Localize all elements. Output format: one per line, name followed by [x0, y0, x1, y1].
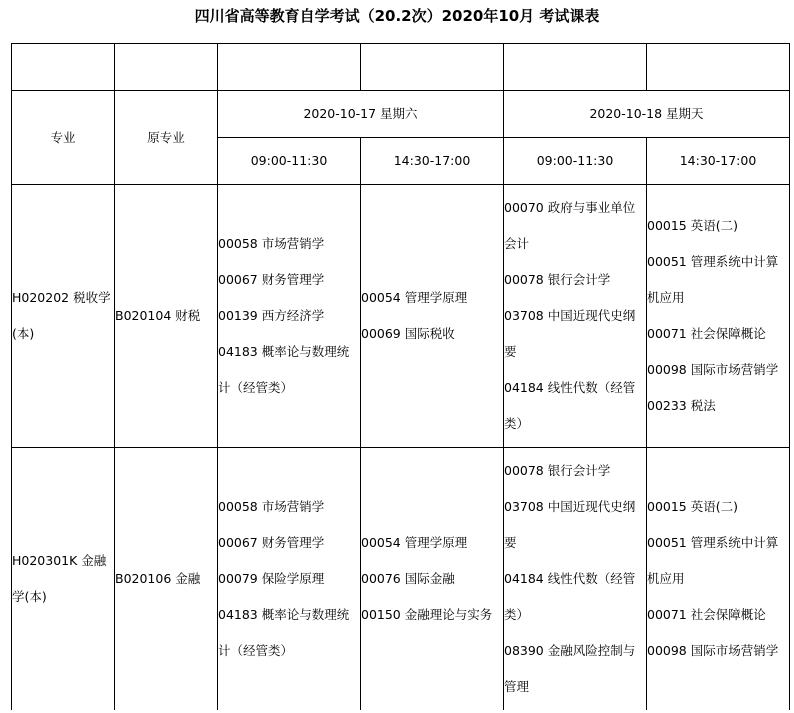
header-day2: 2020-10-18 星期天: [504, 91, 790, 138]
course-item: 04183 概率论与数理统计（经管类）: [218, 607, 350, 658]
course-item: 00067 财务管理学: [218, 272, 325, 287]
course-item: 00076 国际金融: [361, 571, 455, 586]
course-item: 00070 政府与事业单位会计: [504, 200, 636, 251]
exam-schedule-table: [11, 43, 790, 710]
course-item: 00150 金融理论与实务: [361, 607, 493, 622]
blank-row: [12, 44, 790, 91]
course-cell: [647, 185, 790, 448]
orig-major-cell: B020104 财税: [115, 185, 218, 448]
header-slot: 09:00-11:30: [218, 138, 361, 185]
course-item: 04183 概率论与数理统计（经管类）: [218, 344, 350, 395]
course-item: 00078 银行会计学: [504, 272, 611, 287]
header-major: 专业: [12, 91, 115, 185]
course-item: 03708 中国近现代史纲要: [504, 308, 636, 359]
blank-cell: [361, 44, 504, 91]
header-slot: 14:30-17:00: [361, 138, 504, 185]
course-item: 00098 国际市场营销学: [647, 643, 779, 658]
course-item: 00054 管理学原理: [361, 290, 468, 305]
course-item: 00069 国际税收: [361, 326, 455, 341]
table-row: [12, 448, 790, 711]
course-item: 00058 市场营销学: [218, 236, 325, 251]
header-orig-major: 原专业: [115, 91, 218, 185]
header-row-dates: [12, 91, 790, 138]
course-item: 04184 线性代数（经管类）: [504, 571, 636, 622]
course-item: 03708 中国近现代史纲要: [504, 499, 636, 550]
course-cell: [218, 448, 361, 711]
course-item: 00051 管理系统中计算机应用: [647, 254, 779, 305]
course-item: 00079 保险学原理: [218, 571, 325, 586]
course-item: 00054 管理学原理: [361, 535, 468, 550]
blank-cell: [115, 44, 218, 91]
course-item: 08390 金融风险控制与管理: [504, 643, 636, 694]
blank-cell: [647, 44, 790, 91]
course-item: 00071 社会保障概论: [647, 607, 766, 622]
header-day1: 2020-10-17 星期六: [218, 91, 504, 138]
course-item: 00098 国际市场营销学: [647, 362, 779, 377]
course-cell: [647, 448, 790, 711]
course-item: 00078 银行会计学: [504, 463, 611, 478]
course-cell: [361, 185, 504, 448]
course-cell: [504, 185, 647, 448]
header-slot: 14:30-17:00: [647, 138, 790, 185]
course-item: 04184 线性代数（经管类）: [504, 380, 636, 431]
course-item: 00233 税法: [647, 398, 716, 413]
major-cell: H020202 税收学(本): [12, 185, 115, 448]
course-item: 00071 社会保障概论: [647, 326, 766, 341]
blank-cell: [504, 44, 647, 91]
course-item: 00015 英语(二): [647, 499, 738, 514]
course-item: 00058 市场营销学: [218, 499, 325, 514]
major-cell: H020301K 金融学(本): [12, 448, 115, 711]
course-cell: [361, 448, 504, 711]
blank-cell: [218, 44, 361, 91]
course-item: 00051 管理系统中计算机应用: [647, 535, 779, 586]
table-row: [12, 185, 790, 448]
orig-major-cell: B020106 金融: [115, 448, 218, 711]
blank-cell: [12, 44, 115, 91]
course-item: 00015 英语(二): [647, 218, 738, 233]
course-cell: [218, 185, 361, 448]
course-cell: [504, 448, 647, 711]
course-item: 00067 财务管理学: [218, 535, 325, 550]
page-title: 四川省高等教育自学考试（20.2次）2020年10月 考试课表: [194, 7, 600, 25]
header-slot: 09:00-11:30: [504, 138, 647, 185]
course-item: 00139 西方经济学: [218, 308, 325, 323]
